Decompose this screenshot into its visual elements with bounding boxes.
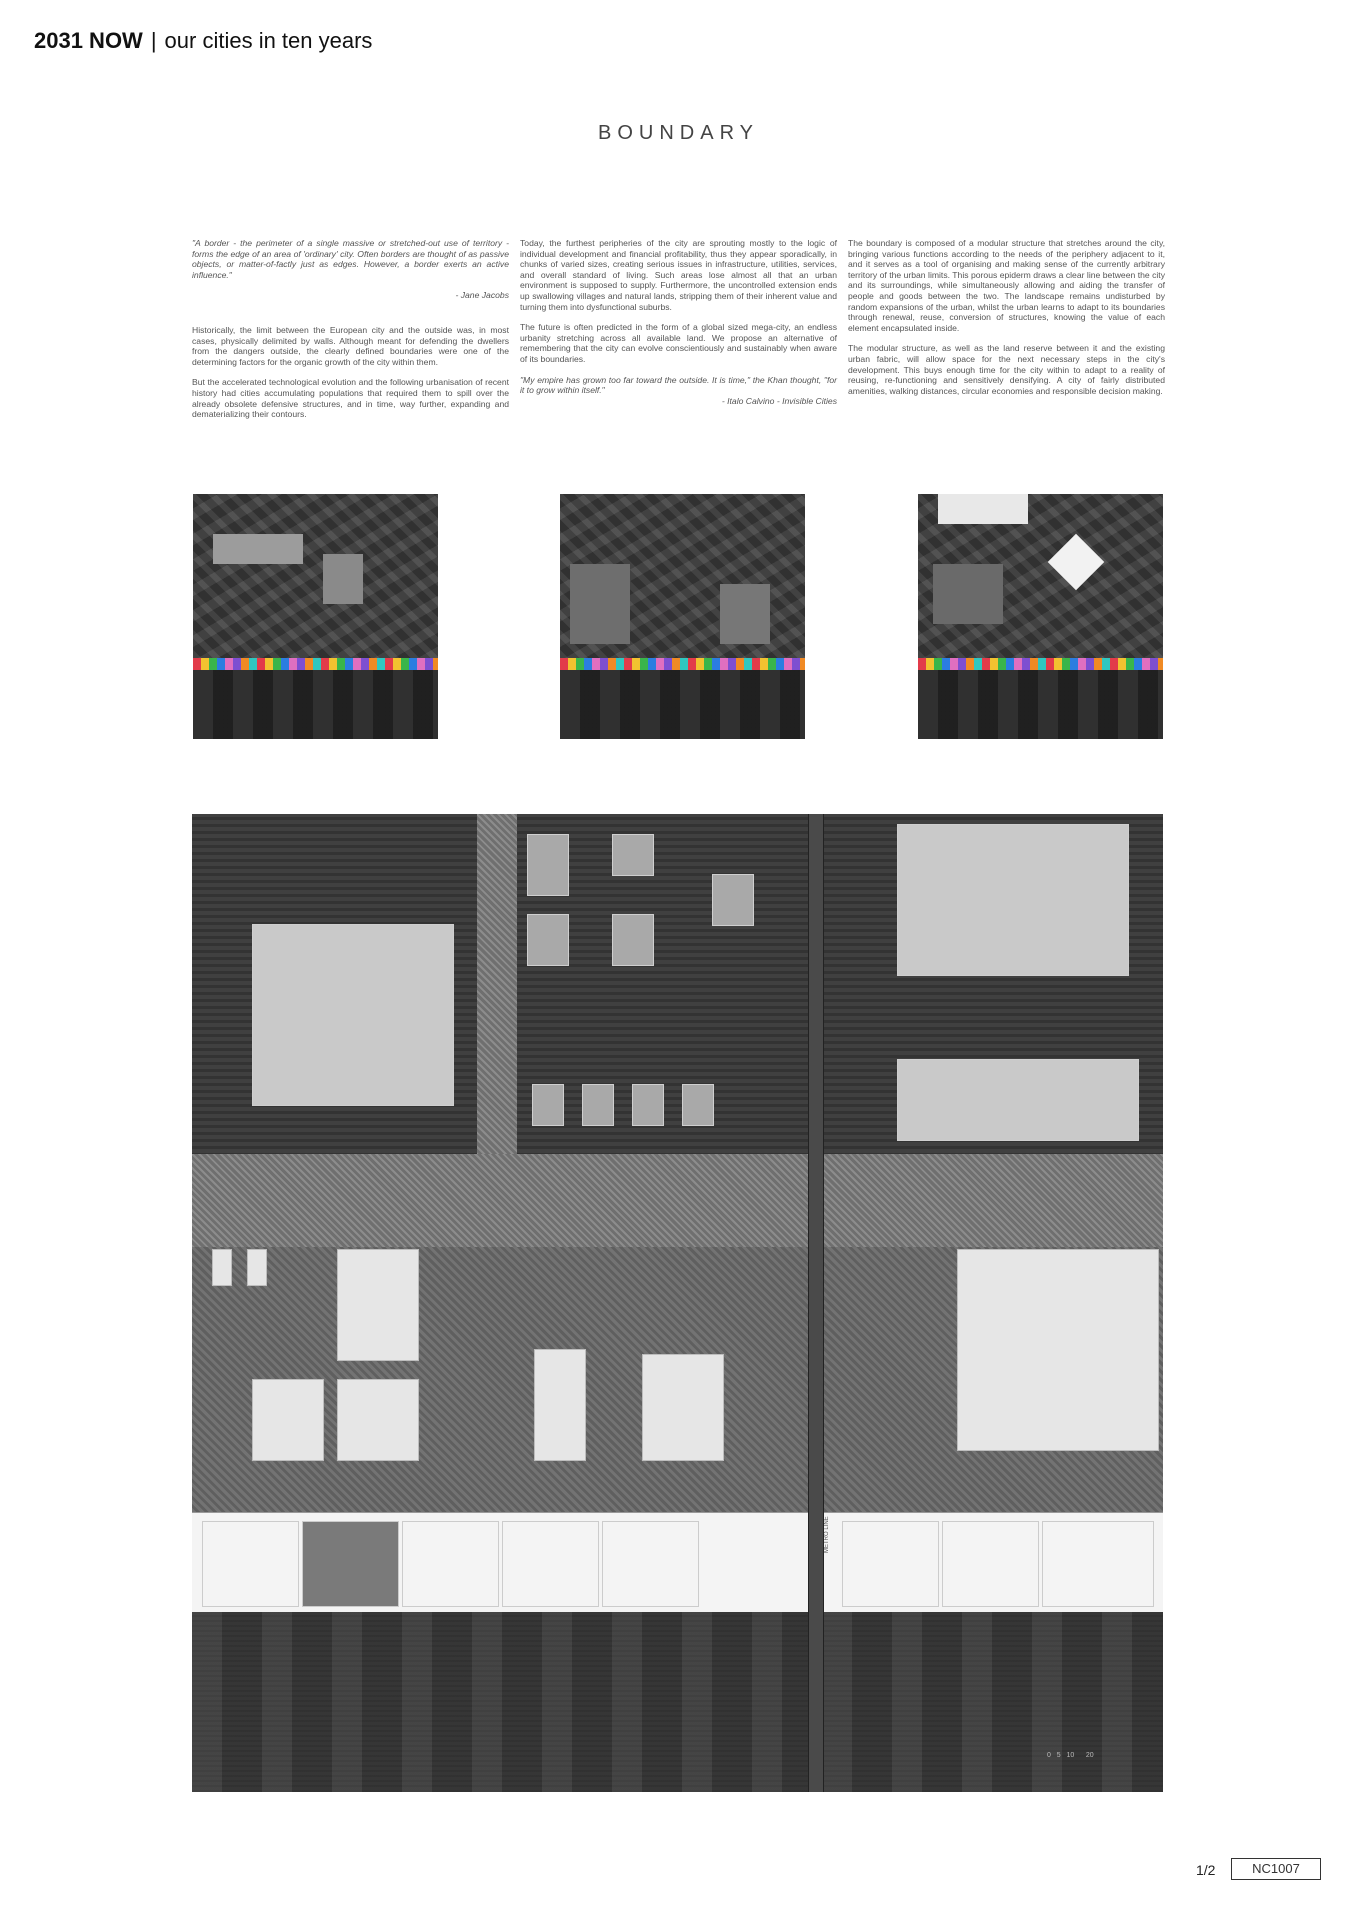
page-number: 1/2 [1196,1862,1216,1878]
module-cell [402,1521,499,1607]
house [527,834,569,896]
field-image [560,670,805,739]
metro-rail [808,814,824,1792]
calvino-attribution: - Italo Calvino - Invisible Cities [721,395,837,406]
house [532,1084,564,1126]
jacobs-attribution: - Jane Jacobs [455,290,509,301]
modular-structure-zone [192,1512,1163,1614]
new-building [337,1249,419,1361]
field-image [193,670,438,739]
building-block [323,554,363,604]
column3-paragraph-2: The modular structure, as well as the land reserve between it and the existing urban fabric, will allow space for the next necessary steps in the city's development. This buys enough time for the city within to adapt to a reality of reusing, re-functioning and sensitively densifying. A city of fairly distributed amenities, walking distances, circular economies and responsible decision making. [848,343,1165,396]
text-column-2 [520,238,837,430]
pedestrian-road [192,1154,1163,1247]
column2-paragraph-1: Today, the furthest peripheries of the city are sprouting mostly to the logic of individual development and financial profitability, thus they appear sporadically, in chunks of varied sizes, creating serious issues in infrastructure, utilities, services, and overall standard of living. Such areas lose almost all that an urban environment is supposed to supply. Furthermore, the uncontrolled extension ends up swallowing villages and natural lands, stripping them of their inherent value and turning them into dysfunctional suburbs. [520,238,837,312]
building-block [720,584,770,644]
school-building [252,924,454,1106]
text-column-3 [848,238,1165,430]
column3-paragraph-1: The boundary is composed of a modular structure that stretches around the city, bringing various functions according to the needs of the periphery adjacent to it, and it serves as a tool of organising and making sense of the currently arbitrary territory of the urban limits. This porous epiderm draws a clear line between the city and its surroundings, while simultaneously allowing and aiding the transfer of people and goods between the two. The landscape remains undisturbed by random expansions of the urban, whilst the urban learns to adapt to its boundaries through renewal, reuse, conversion of structures, knowing the value of each element encapsulated inside. [848,238,1165,333]
house [632,1084,664,1126]
header-separator: | [150,28,157,53]
poster-header [34,28,372,54]
site-thumbnail-1 [193,494,438,739]
scale-bar: 0 5 10 20 [1047,1752,1094,1759]
color-strip [560,658,805,670]
site-plan [192,814,1163,1792]
house [582,1084,614,1126]
module-cell [602,1521,699,1607]
site-thumbnail-3 [918,494,1163,739]
house [612,914,654,966]
module-cell [202,1521,299,1607]
color-strip [918,658,1163,670]
header-bold: 2031 NOW [34,28,143,53]
aerial-image [193,494,438,658]
house [712,874,754,926]
site-thumbnail-2 [560,494,805,739]
metro-line-label: METRO LINE [824,1516,830,1553]
building-block [938,494,1028,524]
text-columns [192,238,1165,430]
text-column-1 [192,238,509,430]
field-image [918,670,1163,739]
apartment-block [897,1059,1139,1141]
header-subtitle: our cities in ten years [164,28,373,53]
jacobs-quote: "A border - the perimeter of a single massive or stretched-out use of territory - forms the edge of an area of 'ordinary' city. Often borders are thought of as passive objects, or matter-of-factly just as edges. However, a border exerts an active influence." [192,238,509,280]
calvino-quote: "My empire has grown too far toward the outside. It is time," the Khan thought, "for it to grow within itself." [520,374,837,396]
house [527,914,569,966]
new-building [642,1354,724,1461]
poster-title: BOUNDARY [598,122,759,144]
module-cell [1042,1521,1154,1607]
agricultural-landscape-zone [192,1612,1163,1792]
building-block [570,564,630,644]
new-building [337,1379,419,1461]
new-building [252,1379,324,1461]
column1-paragraph-2: But the accelerated technological evolution and the following urbanisation of recent history had cities accumulating populations that required them to spill over the already obsolete defensive structures, and in time, way further, expanding and dematerializing their contours. [192,377,509,420]
building-block [933,564,1003,624]
module-cell [302,1521,399,1607]
house [682,1084,714,1126]
column2-paragraph-2: The future is often predicted in the form of a global sized mega-city, an endless urbanity stretching across all available land. We propose an alternative of remembering that the city can evolve conscientiously and sustainably when aware of its boundaries. [520,322,837,364]
house [612,834,654,876]
entry-code: NC1007 [1231,1858,1321,1880]
module-cell [942,1521,1039,1607]
new-building [957,1249,1159,1451]
column1-paragraph-1: Historically, the limit between the European city and the outside was, in most cases, physically delimited by walls. Although meant for defending the dwellers from the dangers outside, the clearly defined boundaries were one of the determining factors for the organic growth of the city within them. [192,324,509,367]
module-cell [502,1521,599,1607]
apartment-block [897,824,1129,976]
building-block [213,534,303,564]
new-building [247,1249,267,1286]
new-building [212,1249,232,1286]
module-cell [842,1521,939,1607]
color-strip [193,658,438,670]
new-building [534,1349,586,1461]
